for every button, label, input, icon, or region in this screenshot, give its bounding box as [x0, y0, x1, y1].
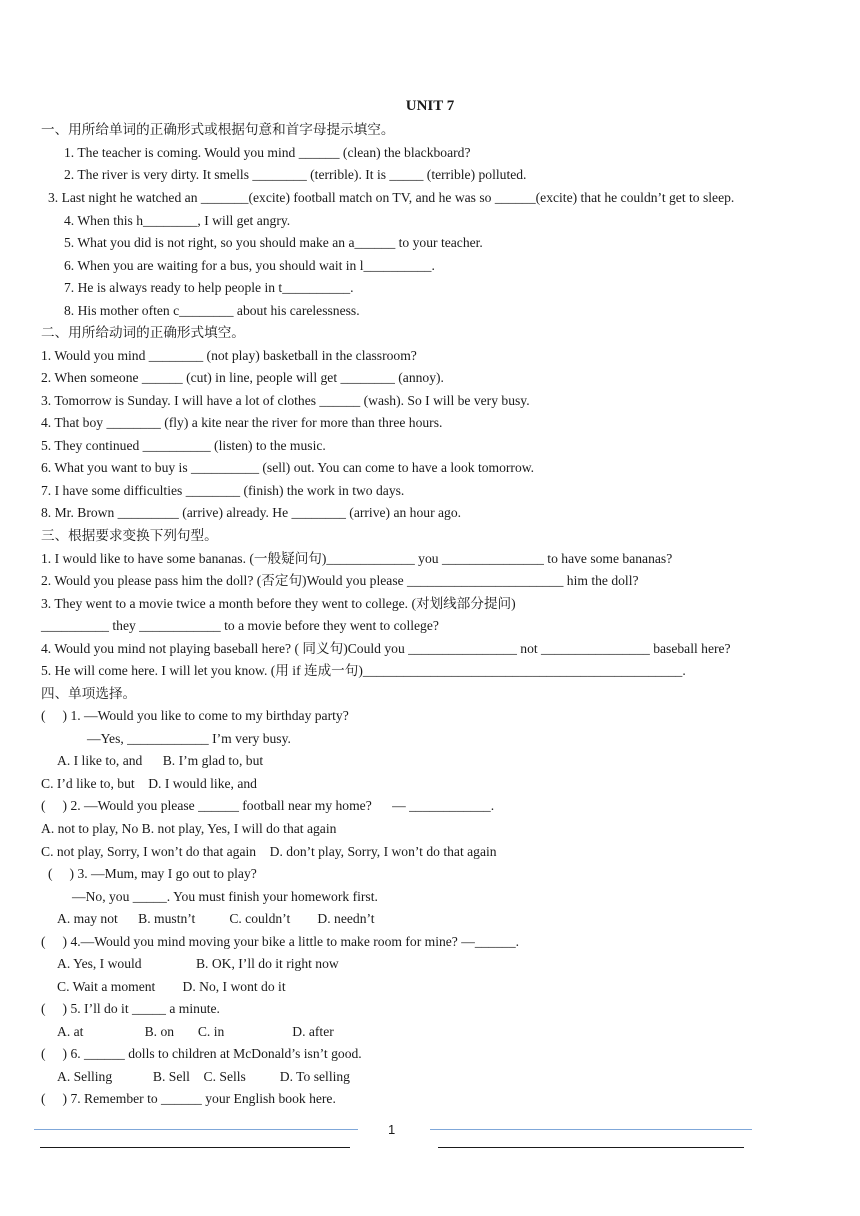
question-line: ( ) 2. —Would you please ______ football near my home? — ____________. — [41, 798, 495, 813]
footer-rule-left-bottom — [40, 1147, 350, 1148]
question-line: C. not play, Sorry, I won’t do that again D. don’t play, Sorry, I won’t do that again — [41, 844, 497, 859]
question-line: ( ) 3. —Mum, may I go out to play? — [48, 866, 257, 881]
question-line: —Yes, ____________ I’m very busy. — [87, 731, 291, 746]
question-line: ( ) 7. Remember to ______ your English book here. — [41, 1091, 336, 1106]
question-line: 4. Would you mind not playing baseball here? ( 同义句)Could you ________________ not ________________ baseball here? — [41, 641, 731, 656]
question-line: A. may not B. mustn’t C. couldn’t D. needn’t — [57, 911, 375, 926]
question-line: ( ) 5. I’ll do it _____ a minute. — [41, 1001, 220, 1016]
question-line: C. Wait a moment D. No, I wont do it — [57, 979, 286, 994]
question-line: 3. They went to a movie twice a month before they went to college. (对划线部分提问) — [41, 596, 516, 611]
document-title: UNIT 7 — [405, 98, 455, 114]
question-line: 5. He will come here. I will let you know. (用 if 连成一句)_______________________________________________. — [41, 663, 686, 678]
question-line: __________ they ____________ to a movie before they went to college? — [41, 618, 439, 633]
section-heading: 三、根据要求变换下列句型。 — [41, 528, 218, 543]
question-line: 5. What you did is not right, so you should make an a______ to your teacher. — [64, 235, 483, 250]
question-line: 5. They continued __________ (listen) to the music. — [41, 438, 326, 453]
question-line: A. I like to, and B. I’m glad to, but — [57, 753, 264, 768]
question-line: 3. Last night he watched an _______(excite) football match on TV, and he was so ______(excite) that he couldn’t get to sleep. — [48, 190, 735, 205]
question-line: A. Yes, I would B. OK, I’ll do it right now — [57, 956, 339, 971]
question-line: —No, you _____. You must finish your homework first. — [72, 889, 378, 904]
question-line: 1. I would like to have some bananas. (一般疑问句)_____________ you _______________ to have some bananas? — [41, 551, 673, 566]
footer-rule-left-top — [34, 1129, 358, 1130]
question-line: 3. Tomorrow is Sunday. I will have a lot of clothes ______ (wash). So I will be very busy. — [41, 393, 530, 408]
question-line: 2. When someone ______ (cut) in line, people will get ________ (annoy). — [41, 370, 444, 385]
question-line: 8. His mother often c________ about his carelessness. — [64, 303, 360, 318]
footer-rule-right-top — [430, 1129, 752, 1130]
question-line: A. at B. on C. in D. after — [57, 1024, 334, 1039]
question-line: 2. The river is very dirty. It smells ________ (terrible). It is _____ (terrible) polluted. — [64, 167, 527, 182]
question-line: 8. Mr. Brown _________ (arrive) already. He ________ (arrive) an hour ago. — [41, 505, 462, 520]
footer-rule-right-bottom — [438, 1147, 744, 1148]
question-line: 7. He is always ready to help people in t__________. — [64, 280, 354, 295]
section-heading: 四、单项选择。 — [41, 686, 137, 701]
question-line: 1. The teacher is coming. Would you mind ______ (clean) the blackboard? — [64, 145, 471, 160]
question-line: 6. What you want to buy is __________ (sell) out. You can come to have a look tomorrow. — [41, 460, 535, 475]
question-line: ( ) 1. —Would you like to come to my birthday party? — [41, 708, 349, 723]
page-number: 1 — [388, 1122, 396, 1137]
question-line: A. not to play, No B. not play, Yes, I will do that again — [41, 821, 337, 836]
question-line: A. Selling B. Sell C. Sells D. To selling — [57, 1069, 350, 1084]
question-line: 1. Would you mind ________ (not play) basketball in the classroom? — [41, 348, 417, 363]
section-heading: 一、用所给单词的正确形式或根据句意和首字母提示填空。 — [41, 122, 395, 137]
question-line: 4. That boy ________ (fly) a kite near the river for more than three hours. — [41, 415, 443, 430]
question-line: 2. Would you please pass him the doll? (否定句)Would you please _______________________ him the doll? — [41, 573, 639, 588]
question-line: ( ) 4.—Would you mind moving your bike a little to make room for mine? —______. — [41, 934, 520, 949]
question-line: 7. I have some difficulties ________ (finish) the work in two days. — [41, 483, 405, 498]
question-line: C. I’d like to, but D. I would like, and — [41, 776, 257, 791]
section-heading: 二、用所给动词的正确形式填空。 — [41, 325, 245, 340]
question-line: 6. When you are waiting for a bus, you should wait in l__________. — [64, 258, 435, 273]
question-line: ( ) 6. ______ dolls to children at McDonald’s isn’t good. — [41, 1046, 362, 1061]
question-line: 4. When this h________, I will get angry. — [64, 213, 291, 228]
